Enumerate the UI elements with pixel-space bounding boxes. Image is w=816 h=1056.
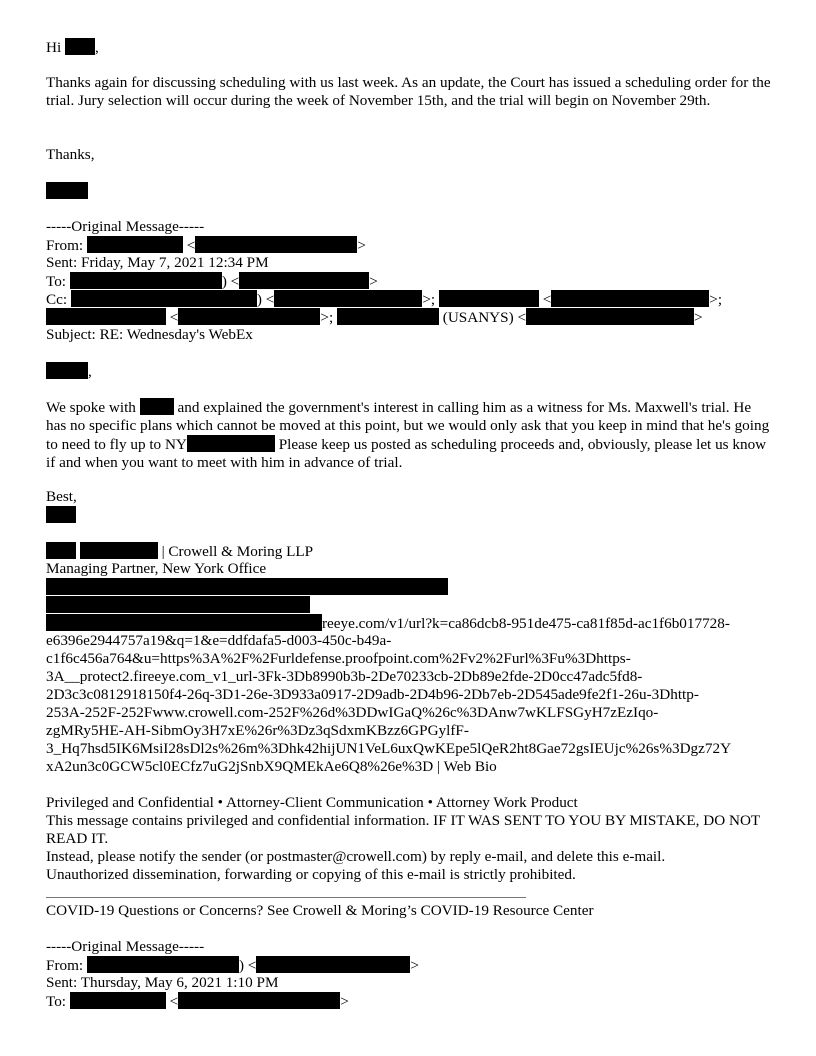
redaction-box <box>87 236 183 253</box>
redaction-box <box>71 290 257 307</box>
signature-name-line <box>46 542 313 561</box>
redaction-box <box>70 272 222 289</box>
disclaimer-line-2: Instead, please notify the sender (or postmaster@crowell.com) by reply e-mail, and delete this e-mail. <box>46 848 666 865</box>
paren-lt-symbol: ) < <box>256 291 275 308</box>
subject-line: Subject: RE: Wednesday's WebEx <box>46 326 253 343</box>
original-message-separator-2: -----Original Message----- <box>46 938 205 955</box>
signature-title: Managing Partner, New York Office <box>46 560 267 577</box>
url-line-3[interactable]: c1f6c456a764&u=https%3A%2F%2Furldefense.proofpoint.com%2Fv2%2Furl%3Fu%3Dhttps- <box>46 650 631 667</box>
url-line-6[interactable]: 253A-252F-252Fwww.crowell.com-252F%26d%3DDwIGaQ%26c%3DAnw7wKLFSGyH7zEzIqo- <box>46 704 659 721</box>
redaction-box <box>526 308 694 325</box>
gt-symbol: > <box>369 273 378 290</box>
redaction-box <box>70 992 166 1009</box>
disclaimer-body <box>46 812 772 884</box>
paragraph-witness <box>46 398 772 472</box>
para-part-3: Please keep us posted as scheduling proceeds and, obviously, please let us know if and when you want to meet with him in advance of trial. <box>46 436 767 471</box>
gt-symbol: > <box>340 993 349 1010</box>
from-label: From: <box>46 237 84 254</box>
lt-symbol: < <box>186 237 196 254</box>
para-part-2: and explained the government's interest in calling him as a witness for Ms. Maxwell's trial. He has no specific plans which cannot be moved at this point, but we would only ask that you keep in mind that he's going to need to fly up to NY <box>46 399 770 453</box>
horizontal-divider <box>46 897 526 898</box>
sent-line: Sent: Friday, May 7, 2021 12:34 PM <box>46 254 269 271</box>
url-line-7[interactable]: zgMRy5HE-AH-SibmOy3H7xE%26r%3Dz3qSdxmKBzz6GPGylfF- <box>46 722 469 739</box>
redaction-box <box>46 362 88 379</box>
usanys-label: (USANYS) <box>442 309 514 326</box>
paragraph-text <box>46 398 772 472</box>
cc-line <box>46 290 722 309</box>
signoff-thanks: Thanks, <box>46 146 95 163</box>
url-fragment[interactable]: reeye.com/v1/url?k=ca86dcb8-951de475-ca81f85d-ac1f6b017728- <box>322 615 730 632</box>
cc-line-continued <box>46 308 703 327</box>
para-part-1: We spoke with <box>46 399 136 416</box>
to-label: To: <box>46 273 67 290</box>
gt-semicolon: >; <box>709 291 723 308</box>
salutation-punct: , <box>88 363 92 380</box>
redaction-box <box>46 542 76 559</box>
greeting-punct: , <box>94 39 99 56</box>
redaction-box <box>65 38 95 55</box>
gt-symbol: > <box>357 237 366 254</box>
redaction-box <box>195 236 357 253</box>
closing-best: Best, <box>46 488 77 505</box>
paren-lt-symbol: ) < <box>221 273 240 290</box>
paragraph-text: Thanks again for discussing scheduling with us last week. As an update, the Court has issued a scheduling order for the trial. Jury selection will occur during the week of November 15th, and the trial will begin on November 29th. <box>46 74 771 109</box>
redaction-box <box>178 308 320 325</box>
redaction-box <box>337 308 439 325</box>
lt-symbol: < <box>169 993 179 1010</box>
gt-symbol: > <box>410 957 419 974</box>
url-line-8[interactable]: 3_Hq7hsd5IK6MsiI28sDl2s%26m%3Dhk42hijUN1VeL6uxQwKEpe5lQeR2ht8Gae72gsIEUjc%26s%3Dgz72Y <box>46 740 732 757</box>
to-line-2 <box>46 992 349 1011</box>
redaction-box <box>46 308 166 325</box>
url-line-1 <box>46 614 730 633</box>
paren-lt-symbol: ) < <box>238 957 257 974</box>
gt-semicolon: >; <box>320 309 334 326</box>
from-label: From: <box>46 957 84 974</box>
url-line-4[interactable]: 3A__protect2.fireeye.com_v1_url-3Fk-3Db8990b3b-2De70233cb-2Db89e2fde-2D0cc47adc5fd8- <box>46 668 643 685</box>
sent-line-2: Sent: Thursday, May 6, 2021 1:10 PM <box>46 974 279 991</box>
greeting-salutation: Hi <box>46 39 62 56</box>
redaction-box <box>87 956 239 973</box>
redaction-box <box>551 290 709 307</box>
disclaimer-line-3: Unauthorized dissemination, forwarding or copying of this e-mail is strictly prohibited. <box>46 866 576 883</box>
to-line <box>46 272 378 291</box>
redaction-box <box>187 435 275 452</box>
redaction-box <box>46 596 310 613</box>
url-line-5[interactable]: 2D3c3c0812918150f4-26q-3D1-26e-3D933a0917-2D9adb-2D4b96-2Db7eb-2D545ade9fe2f1-26u-3Dhttp- <box>46 686 699 703</box>
from-line <box>46 236 366 255</box>
redaction-box <box>274 290 422 307</box>
redaction-box <box>239 272 369 289</box>
disclaimer-heading: Privileged and Confidential • Attorney-Client Communication • Attorney Work Product <box>46 794 578 811</box>
paragraph-scheduling-update <box>46 74 772 110</box>
redaction-box <box>178 992 340 1009</box>
lt-symbol: < <box>542 291 552 308</box>
redaction-box <box>256 956 410 973</box>
disclaimer-line-1: This message contains privileged and confidential information. IF IT WAS SENT TO YOU BY MISTAKE, DO NOT READ IT. <box>46 812 760 847</box>
url-line-2[interactable]: e6396e2944757a19&q=1&e=ddfdafa5-d003-450c-b49a- <box>46 632 392 649</box>
redaction-box <box>80 542 158 559</box>
from-line-2 <box>46 956 419 975</box>
original-message-separator: -----Original Message----- <box>46 218 205 235</box>
lt-symbol: < <box>517 309 527 326</box>
redaction-box <box>140 398 174 415</box>
gt-semicolon: >; <box>422 291 436 308</box>
redaction-box <box>439 290 539 307</box>
redaction-box <box>46 614 322 631</box>
gt-symbol: > <box>694 309 703 326</box>
lt-symbol: < <box>169 309 179 326</box>
cc-label: Cc: <box>46 291 68 308</box>
greeting-line <box>46 38 99 57</box>
redaction-box <box>46 506 76 523</box>
url-line-9[interactable]: xA2un3c0GCW5cl0ECfz7uG2jSnbX9QMEkAe6Q8%26e%3D | Web Bio <box>46 758 497 775</box>
firm-name: | Crowell & Moring LLP <box>161 543 314 560</box>
redaction-box <box>46 578 448 595</box>
reply-salutation <box>46 362 92 381</box>
to-label: To: <box>46 993 67 1010</box>
redaction-box <box>46 182 88 199</box>
covid-notice[interactable]: COVID-19 Questions or Concerns? See Crowell & Moring’s COVID-19 Resource Center <box>46 902 594 919</box>
